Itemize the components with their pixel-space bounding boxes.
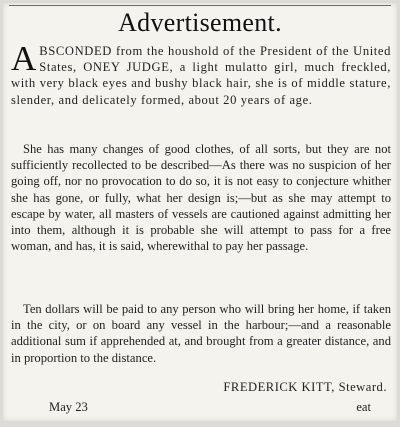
paragraph-1-text: BSCONDED from the houshold of the President of the United States, ONEY JUDGE, a light mulatto girl, much freckled, with very black eyes and bushy black hair, she is of middle stature, slender, and delicately formed, about 20 years of age. — [11, 44, 391, 107]
paragraph-escape-notice — [11, 39, 391, 108]
insertion-code: eat — [356, 400, 371, 414]
newspaper-clipping — [3, 3, 397, 421]
top-rule — [9, 5, 391, 6]
publication-date: May 23 — [49, 400, 88, 414]
signature: FREDERICK KITT, Steward. — [223, 380, 387, 394]
paragraph-reward: Ten dollars will be paid to any person who will bring her home, if taken in the city, or on board any vessel in the harbour;—and a reasonable additional sum if apprehended at, and brought from a greater distance, and in proportion to the distance. — [11, 302, 391, 365]
paragraph-description: She has many changes of good clothes, of all sorts, but they are not sufficiently recollected to be described—As there was no suspicion of her going off, nor no provocation to do so, it is not easy to conjecture whither she has gone, or fully, what her design is;—but as she may attempt to escape by water, all masters of vessels are cautioned against admitting her into them, although it is probable she will attempt to pass for a free woman, and has, it is said, wherewithal to pay her passage. — [11, 142, 391, 254]
drop-cap: A — [11, 39, 37, 78]
advertisement-headline: Advertisement. — [118, 8, 282, 37]
